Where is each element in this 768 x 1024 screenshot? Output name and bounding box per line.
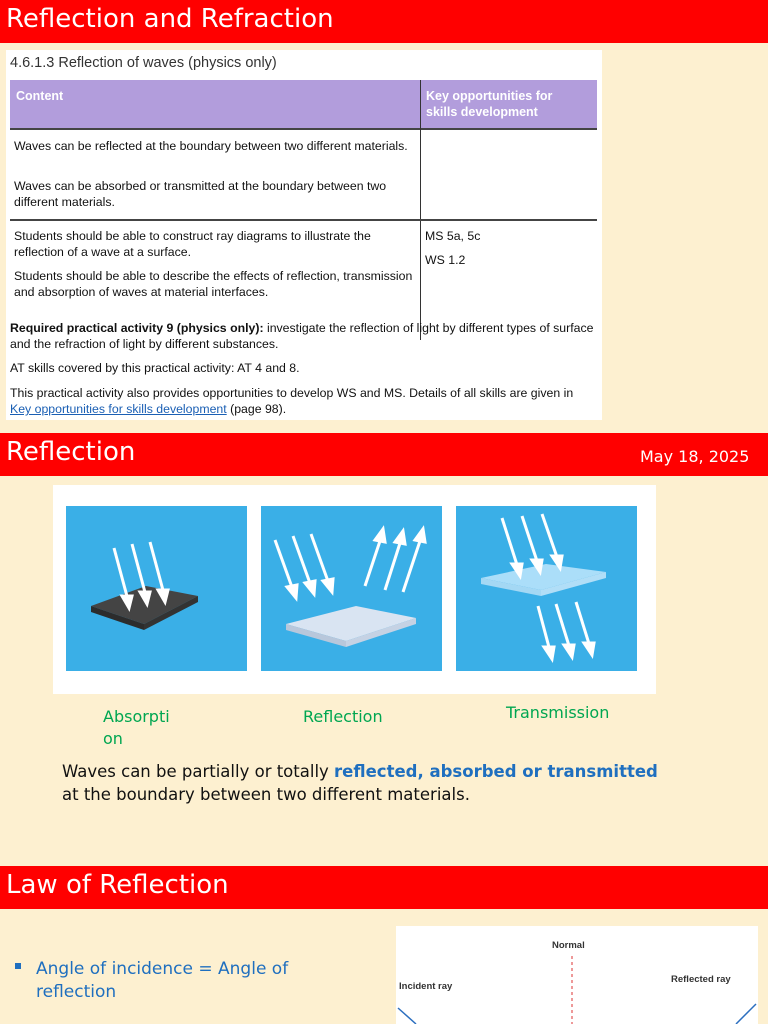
absorption-illustration [66, 506, 247, 671]
required-practical [10, 320, 595, 352]
ray-diagram-lines [396, 926, 758, 1024]
row1-text-1: Waves can be reflected at the boundary between two different materials. [14, 139, 408, 153]
slide-title-3: Law of Reflection [6, 870, 229, 900]
transmission-icon [456, 506, 637, 671]
at-skills-text: AT skills covered by this practical activity: AT 4 and 8. [10, 361, 300, 375]
title-bar-2 [0, 433, 768, 476]
caption-absorption: Absorption [103, 707, 170, 748]
reflection-icon [261, 506, 442, 671]
spec-table-panel [6, 50, 602, 420]
normal-label: Normal [552, 940, 585, 951]
caption-transmission: Transmission [506, 703, 610, 722]
spec-heading: 4.6.1.3 Reflection of waves (physics only) [10, 55, 277, 71]
ws-ms-pre: This practical activity also provides opportunities to develop WS and MS. Details of all skills are given in [10, 386, 574, 400]
table-divider-vertical [420, 80, 421, 340]
row2-text-2: Students should be able to describe the effects of reflection, transmission and absorption of waves at material interfaces. [14, 269, 413, 299]
caption-reflection: Reflection [303, 707, 383, 726]
bullet-icon [15, 963, 21, 969]
title-bar-3 [0, 866, 768, 909]
reflected-ray-label: Reflected ray [671, 974, 731, 985]
body-text-post: at the boundary between two different materials. [62, 785, 470, 804]
slide-title-1: Reflection and Refraction [6, 4, 334, 34]
wave-boundary-text [62, 760, 662, 806]
wave-interaction-figure [53, 485, 656, 694]
col-header-content: Content [16, 89, 64, 103]
skills-development-link[interactable]: Key opportunities for skills development [10, 402, 227, 416]
law-of-reflection-diagram [396, 926, 758, 1024]
law-bullet: Angle of incidence = Angle of reflection [36, 959, 289, 1002]
reflection-illustration [261, 506, 442, 671]
required-practical-text: investigate the reflection of light by different types of surface and the refraction of light by different substances. [10, 321, 594, 351]
ws-ms-text [10, 385, 595, 417]
spec-header-row [10, 80, 597, 130]
title-bar-1 [0, 0, 768, 43]
body-text-highlight: reflected, absorbed or transmitted [334, 762, 658, 781]
transmission-illustration [456, 506, 637, 671]
row2-text-1: Students should be able to construct ray diagrams to illustrate the reflection of a wave at a surface. [14, 229, 371, 259]
ws-ms-post: (page 98). [226, 402, 287, 416]
body-text-pre: Waves can be partially or totally [62, 762, 335, 781]
slide-date: May 18, 2025 [640, 447, 750, 466]
table-divider-horizontal [10, 219, 597, 221]
required-practical-label: Required practical activity 9 (physics only): [10, 321, 264, 335]
incident-ray-label: Incident ray [399, 981, 453, 992]
row2-skill-1: MS 5a, 5c [425, 229, 481, 243]
slide-title-2: Reflection [6, 437, 136, 467]
row2-skill-2: WS 1.2 [425, 253, 466, 267]
row1-text-2: Waves can be absorbed or transmitted at the boundary between two different materials. [14, 179, 387, 209]
col-header-skills: Key opportunities for skills development [426, 89, 553, 119]
absorption-icon [66, 506, 247, 671]
